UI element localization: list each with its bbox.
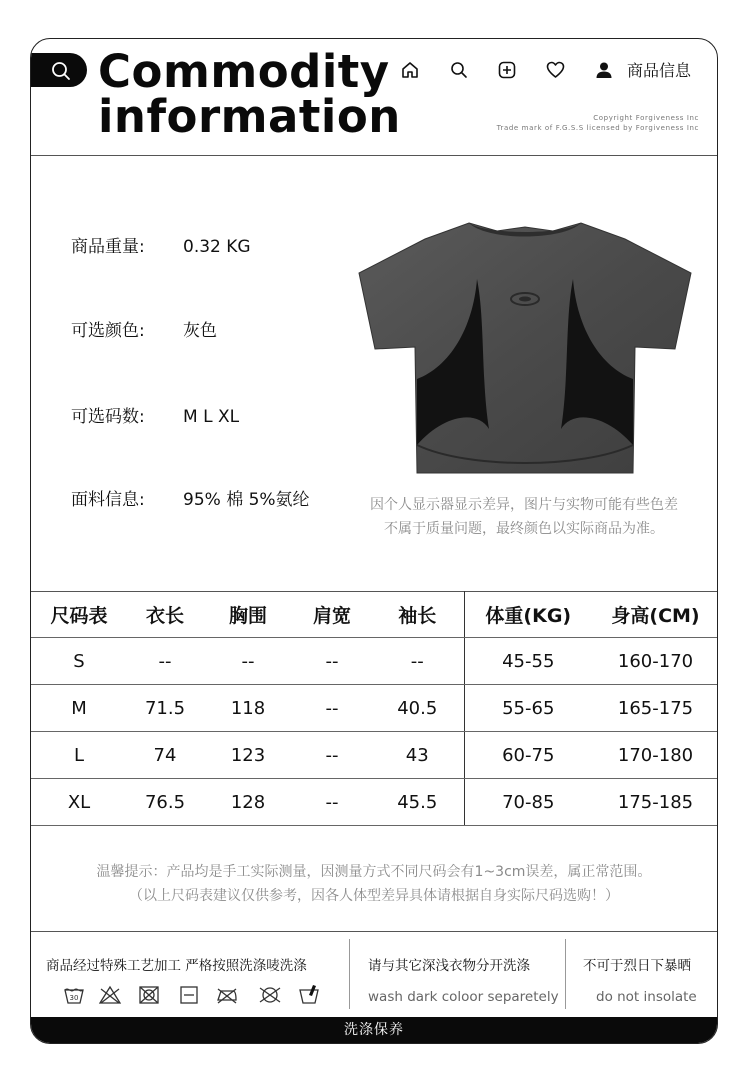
home-icon[interactable] [401, 61, 419, 83]
table-cell: 70-85 [464, 779, 592, 826]
table-cell: XL [31, 779, 127, 826]
table-cell: M [31, 685, 127, 732]
heart-icon[interactable] [546, 61, 565, 83]
footer-washing-care: 洗涤保养 [31, 1017, 717, 1044]
care-instruction-title: 商品经过特殊工艺加工 严格按照洗涤唛洗涤 [46, 958, 307, 974]
table-cell: 165-175 [592, 685, 718, 732]
measurement-tip-line-1: 温馨提示：产品均是手工实际测量，因测量方式不同尺码会有1~3cm误差，属正常范围。 [96, 864, 652, 880]
table-header-size: 尺码表 [31, 591, 127, 638]
do-not-tumble-dry-icon [138, 985, 160, 1005]
table-row [31, 638, 718, 685]
no-sun-subtitle: do not insolate [596, 989, 697, 1005]
table-cell: -- [293, 779, 371, 826]
spec-label-sizes: 可选码数: [71, 407, 145, 427]
copyright-line-1: Copyright Forgiveness Inc [593, 114, 699, 122]
product-tshirt-image [357, 219, 693, 475]
table-cell: -- [293, 732, 371, 779]
no-sun-title: 不可于烈日下暴晒 [583, 958, 691, 974]
do-not-dry-clean-icon [257, 985, 283, 1005]
table-header-weight: 体重(KG) [464, 591, 592, 638]
table-header-height: 身高(CM) [592, 591, 718, 638]
table-cell: 118 [203, 685, 293, 732]
line-dry-icon [179, 985, 199, 1005]
separate-wash-title: 请与其它深浅衣物分开洗涤 [368, 958, 530, 974]
divider [31, 155, 717, 156]
table-cell: 170-180 [592, 732, 718, 779]
spec-value-color: 灰色 [183, 321, 217, 341]
table-row [31, 685, 718, 732]
table-cell: 45-55 [464, 638, 592, 685]
table-cell: L [31, 732, 127, 779]
table-cell: 43 [371, 732, 464, 779]
table-cell: 60-75 [464, 732, 592, 779]
nav-commodity-info[interactable]: 商品信息 [627, 61, 692, 80]
do-not-bleach-icon [98, 985, 122, 1005]
spec-label-color: 可选颜色: [71, 321, 145, 341]
search-icon[interactable] [450, 61, 468, 83]
divider [31, 931, 717, 932]
table-cell: 128 [203, 779, 293, 826]
measurement-tip-line-2: （以上尺码表建议仅供参考，因各人体型差异具体请根据自身实际尺码选购！） [129, 888, 619, 904]
search-button[interactable] [31, 53, 87, 87]
spec-value-weight: 0.32 KG [183, 237, 251, 257]
table-header-shoulder: 肩宽 [293, 591, 371, 638]
copyright-notice [497, 113, 699, 133]
spec-value-sizes: M L XL [183, 407, 240, 427]
separate-wash-subtitle: wash dark coloor separetely [368, 989, 559, 1005]
user-icon[interactable] [595, 61, 613, 83]
table-cell: -- [127, 638, 203, 685]
wash-care-icon [297, 981, 321, 1005]
table-cell: 45.5 [371, 779, 464, 826]
title-line-2: information [98, 90, 401, 143]
table-cell: 123 [203, 732, 293, 779]
commodity-card [30, 38, 718, 1044]
table-row [31, 779, 718, 826]
table-cell: 55-65 [464, 685, 592, 732]
spec-label-weight: 商品重量: [71, 237, 145, 257]
plus-square-icon[interactable] [498, 61, 516, 83]
care-divider [349, 939, 350, 1009]
spec-label-fabric: 面料信息: [71, 490, 145, 510]
search-icon [51, 61, 71, 81]
size-table [31, 591, 718, 826]
spec-value-fabric: 95% 棉 5%氨纶 [183, 490, 310, 510]
table-cell: 40.5 [371, 685, 464, 732]
table-header-sleeve: 袖长 [371, 591, 464, 638]
hand-wash-icon [63, 985, 85, 1005]
table-header-chest: 胸围 [203, 591, 293, 638]
title-line-1: Commodity [98, 45, 390, 98]
do-not-iron-icon [215, 985, 239, 1005]
table-cell: -- [203, 638, 293, 685]
table-cell: 71.5 [127, 685, 203, 732]
table-cell: -- [293, 685, 371, 732]
table-cell: -- [371, 638, 464, 685]
table-cell: 74 [127, 732, 203, 779]
table-header-row [31, 591, 718, 638]
page-title [98, 45, 401, 143]
table-cell: 175-185 [592, 779, 718, 826]
table-cell: 76.5 [127, 779, 203, 826]
color-disclaimer-line-1: 因个人显示器显示差异，图片与实物可能有些色差 [370, 497, 678, 513]
color-disclaimer-line-2: 不属于质量问题，最终颜色以实际商品为准。 [384, 521, 664, 537]
table-row [31, 732, 718, 779]
table-cell: 160-170 [592, 638, 718, 685]
table-cell: -- [293, 638, 371, 685]
table-cell: S [31, 638, 127, 685]
care-divider [565, 939, 566, 1009]
copyright-line-2: Trade mark of F.G.S.S licensed by Forgiveness Inc [496, 124, 699, 132]
table-header-length: 衣长 [127, 591, 203, 638]
svg-text:30: 30 [69, 994, 79, 1002]
